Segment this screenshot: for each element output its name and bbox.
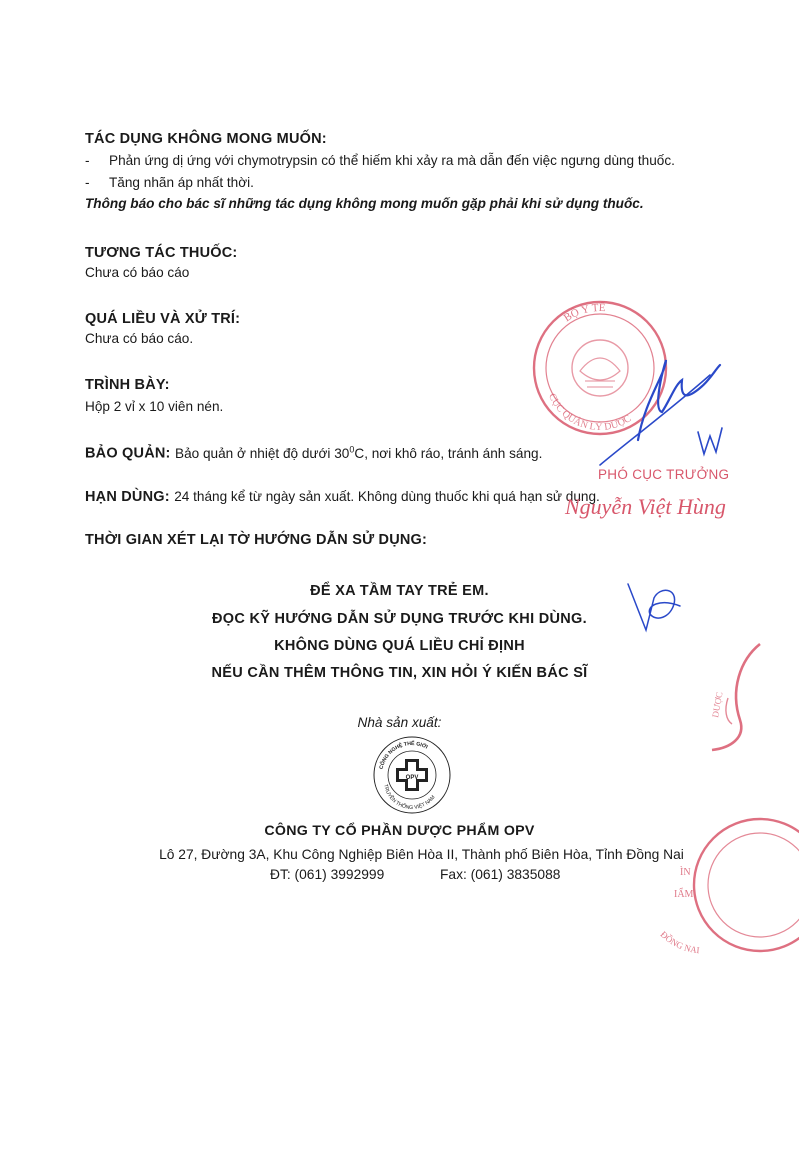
svg-text:TRUYỀN THỐNG VIỆT NAM: TRUYỀN THỐNG VIỆT NAM bbox=[382, 783, 437, 812]
warning-line: ĐỌC KỸ HƯỚNG DẪN SỬ DỤNG TRƯỚC KHI DÙNG. bbox=[212, 611, 587, 627]
overdose-text: Chưa có báo cáo. bbox=[85, 331, 194, 346]
svg-text:CÔNG NGHỆ THẾ GIỚI: CÔNG NGHỆ THẾ GIỚI bbox=[378, 740, 429, 770]
presentation-heading: TRÌNH BÀY: bbox=[85, 377, 170, 393]
expiry-heading: HẠN DÙNG: bbox=[85, 489, 170, 505]
expiry-line bbox=[85, 488, 600, 506]
side-effects-heading: TÁC DỤNG KHÔNG MONG MUỐN: bbox=[85, 131, 327, 147]
company-address: Lô 27, Đường 3A, Khu Công Nghiệp Biên Hòa II, Thành phố Biên Hòa, Tỉnh Đồng Nai bbox=[159, 847, 684, 862]
manufacturer-logo bbox=[370, 733, 454, 817]
edge-stamp-upper bbox=[700, 640, 799, 760]
side-effect-item-text: Tăng nhãn áp nhất thời. bbox=[109, 175, 254, 190]
storage-text: Bảo quản ở nhiệt độ dưới $30^0C$, nơi khô ráo, tránh ánh sáng. bbox=[175, 444, 543, 461]
svg-text:BỘ Y TẾ: BỘ Y TẾ bbox=[561, 301, 606, 325]
svg-text:OPV: OPV bbox=[405, 775, 419, 781]
company-fax: Fax: (061) 3835088 bbox=[440, 867, 561, 882]
manufacturer-label: Nhà sản xuất: bbox=[357, 715, 442, 730]
side-effects-notice: Thông báo cho bác sĩ những tác dụng không mong muốn gặp phải khi sử dụng thuốc. bbox=[85, 196, 644, 211]
overdose-heading: QUÁ LIỀU VÀ XỬ TRÍ: bbox=[85, 311, 241, 327]
interactions-heading: TƯƠNG TÁC THUỐC: bbox=[85, 245, 238, 261]
approval-title: PHÓ CỤC TRƯỞNG bbox=[598, 467, 730, 482]
side-effect-item: - Tăng nhãn áp nhất thời. bbox=[85, 175, 254, 190]
company-phone: ĐT: (061) 3992999 bbox=[270, 867, 385, 882]
storage-line bbox=[85, 444, 542, 463]
warning-line: ĐỂ XA TẦM TAY TRẺ EM. bbox=[310, 583, 489, 599]
warning-line: NẾU CẦN THÊM THÔNG TIN, XIN HỎI Ý KIẾN BÁC SĨ bbox=[211, 665, 588, 681]
expiry-text: 24 tháng kể từ ngày sản xuất. Không dùng thuốc khi quá hạn sử dụng. bbox=[174, 489, 600, 504]
svg-text:ĐỒNG NAI: ĐỒNG NAI bbox=[658, 929, 701, 955]
warning-line: KHÔNG DÙNG QUÁ LIỀU CHỈ ĐỊNH bbox=[274, 638, 525, 654]
approval-signer: Nguyễn Việt Hùng bbox=[565, 494, 726, 519]
interactions-text: Chưa có báo cáo bbox=[85, 265, 190, 280]
signature-scribble bbox=[570, 340, 770, 480]
storage-heading: BẢO QUẢN: bbox=[85, 445, 171, 462]
svg-text:DƯỢC: DƯỢC bbox=[710, 691, 725, 719]
company-name: CÔNG TY CỔ PHẦN DƯỢC PHẨM OPV bbox=[264, 823, 535, 839]
side-effect-item-text: Phản ứng dị ứng với chymotrypsin có thể hiếm khi xảy ra mà dẫn đến việc ngưng dùng thuốc. bbox=[109, 153, 675, 168]
side-effect-item: - Phản ứng dị ứng với chymotrypsin có thể hiếm khi xảy ra mà dẫn đến việc ngưng dùng thuốc. bbox=[85, 153, 675, 168]
edge-stamp-lower bbox=[640, 815, 799, 955]
presentation-text: Hộp 2 vỉ x 10 viên nén. bbox=[85, 399, 224, 414]
svg-text:IẨM: IẨM bbox=[674, 889, 694, 900]
svg-text:ÌN: ÌN bbox=[680, 867, 691, 878]
svg-text:CỤC QUẢN LÝ DƯỢC: CỤC QUẢN LÝ DƯỢC bbox=[546, 391, 634, 434]
review-heading: THỜI GIAN XÉT LẠI TỜ HƯỚNG DẪN SỬ DỤNG: bbox=[85, 532, 428, 548]
initials-mark bbox=[620, 578, 690, 638]
